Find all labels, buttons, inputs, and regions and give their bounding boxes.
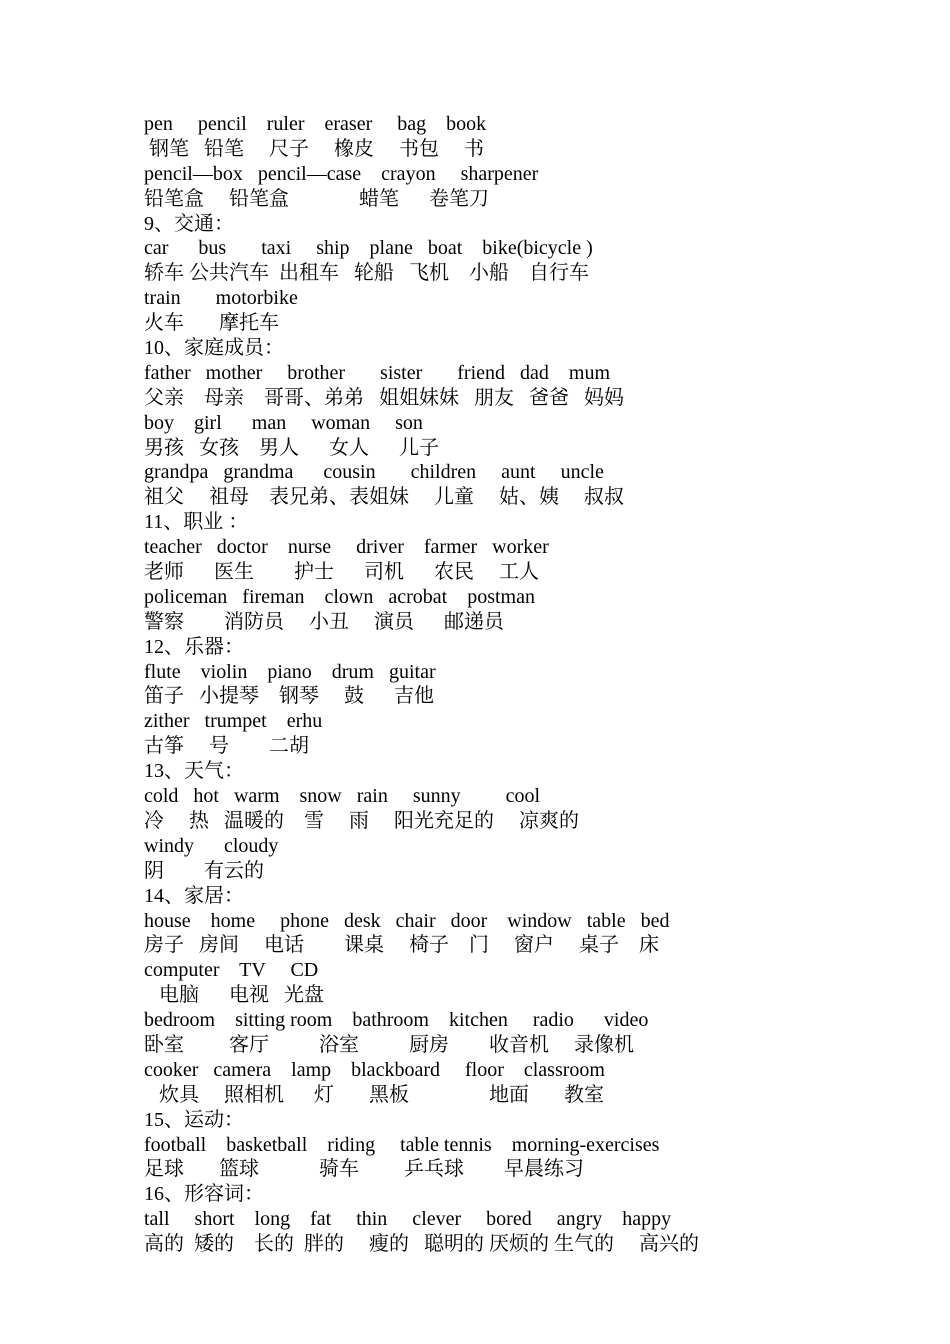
text-line-adjectives-en-1: tall short long fat thin clever bored angry happy	[144, 1208, 672, 1231]
text-line-family-en-2: boy girl man woman son	[144, 411, 423, 434]
text-line-jobs-cn-1: 老师 医生 护士 司机 农民 工人	[144, 561, 539, 584]
text-line-stationery-cn-2: 铅笔盒 铅笔盒 蜡笔 卷笔刀	[144, 187, 489, 210]
section-heading-weather: 13、天气：	[144, 760, 244, 783]
text-line-transport-cn-2: 火车 摩托车	[144, 312, 279, 335]
text-line-weather-cn-2: 阴 有云的	[144, 859, 264, 882]
text-line-sports-en-1: football basketball riding table tennis morning-exercises	[144, 1133, 660, 1156]
text-line-instruments-en-2: zither trumpet erhu	[144, 710, 323, 733]
text-line-home-en-3: bedroom sitting room bathroom kitchen radio video	[144, 1009, 649, 1032]
text-line-home-cn-2: 电脑 电视 光盘	[144, 984, 324, 1007]
text-line-adjectives-cn-1: 高的 矮的 长的 胖的 瘦的 聪明的 厌烦的 生气的 高兴的	[144, 1233, 699, 1256]
text-line-family-en-1: father mother brother sister friend dad mum	[144, 361, 610, 384]
text-line-instruments-en-1: flute violin piano drum guitar	[144, 660, 436, 683]
text-line-weather-en-2: windy cloudy	[144, 834, 279, 857]
text-line-home-en-2: computer TV CD	[144, 959, 319, 982]
text-line-weather-cn-1: 冷 热 温暖的 雪 雨 阳光充足的 凉爽的	[144, 809, 579, 832]
section-heading-adjectives: 16、形容词：	[144, 1183, 264, 1206]
text-line-stationery-en-1: pen pencil ruler eraser bag book	[144, 113, 487, 135]
text-line-home-cn-4: 炊具 照相机 灯 黑板 地面 教室	[144, 1083, 604, 1106]
text-line-jobs-en-1: teacher doctor nurse driver farmer worker	[144, 536, 549, 559]
text-line-family-cn-3: 祖父 祖母 表兄弟、表姐妹 儿童 姑、姨 叔叔	[144, 486, 624, 509]
text-line-home-cn-3: 卧室 客厅 浴室 厨房 收音机 录像机	[144, 1033, 634, 1056]
text-line-sports-cn-1: 足球 篮球 骑车 乒乓球 早晨练习	[144, 1158, 584, 1181]
text-line-transport-en-2: train motorbike	[144, 287, 298, 310]
text-line-instruments-cn-2: 古筝 号 二胡	[144, 735, 309, 758]
text-line-family-cn-1: 父亲 母亲 哥哥、弟弟 姐姐妹妹 朋友 爸爸 妈妈	[144, 386, 624, 409]
section-heading-family: 10、家庭成员：	[144, 337, 284, 360]
text-line-jobs-en-2: policeman fireman clown acrobat postman	[144, 585, 535, 608]
section-heading-jobs: 11、职业 ：	[144, 511, 249, 534]
text-line-transport-en-1: car bus taxi ship plane boat bike(bicycle )	[144, 237, 593, 260]
section-heading-instruments: 12、乐器：	[144, 635, 244, 658]
text-line-stationery-en-2: pencil—box pencil—case crayon sharpener	[144, 162, 539, 185]
text-line-transport-cn-1: 轿车 公共汽车 出租车 轮船 飞机 小船 自行车	[144, 262, 589, 285]
text-line-instruments-cn-1: 笛子 小提琴 钢琴 鼓 吉他	[144, 685, 434, 708]
document-page	[144, 112, 864, 1257]
section-heading-transport: 9、交通：	[144, 212, 234, 235]
section-heading-home: 14、家居：	[144, 884, 244, 907]
text-line-home-cn-1: 房子 房间 电话 课桌 椅子 门 窗户 桌子 床	[144, 934, 659, 957]
text-line-weather-en-1: cold hot warm snow rain sunny cool	[144, 785, 541, 808]
text-line-stationery-cn-1: 钢笔 铅笔 尺子 橡皮 书包 书	[144, 137, 484, 160]
text-line-family-en-3: grandpa grandma cousin children aunt uncle	[144, 461, 604, 484]
text-line-family-cn-2: 男孩 女孩 男人 女人 儿子	[144, 436, 439, 459]
text-line-home-en-4: cooker camera lamp blackboard floor classroom	[144, 1058, 605, 1081]
section-heading-sports: 15、运动：	[144, 1108, 244, 1131]
text-line-home-en-1: house home phone desk chair door window table bed	[144, 909, 670, 932]
text-line-jobs-cn-2: 警察 消防员 小丑 演员 邮递员	[144, 610, 504, 633]
